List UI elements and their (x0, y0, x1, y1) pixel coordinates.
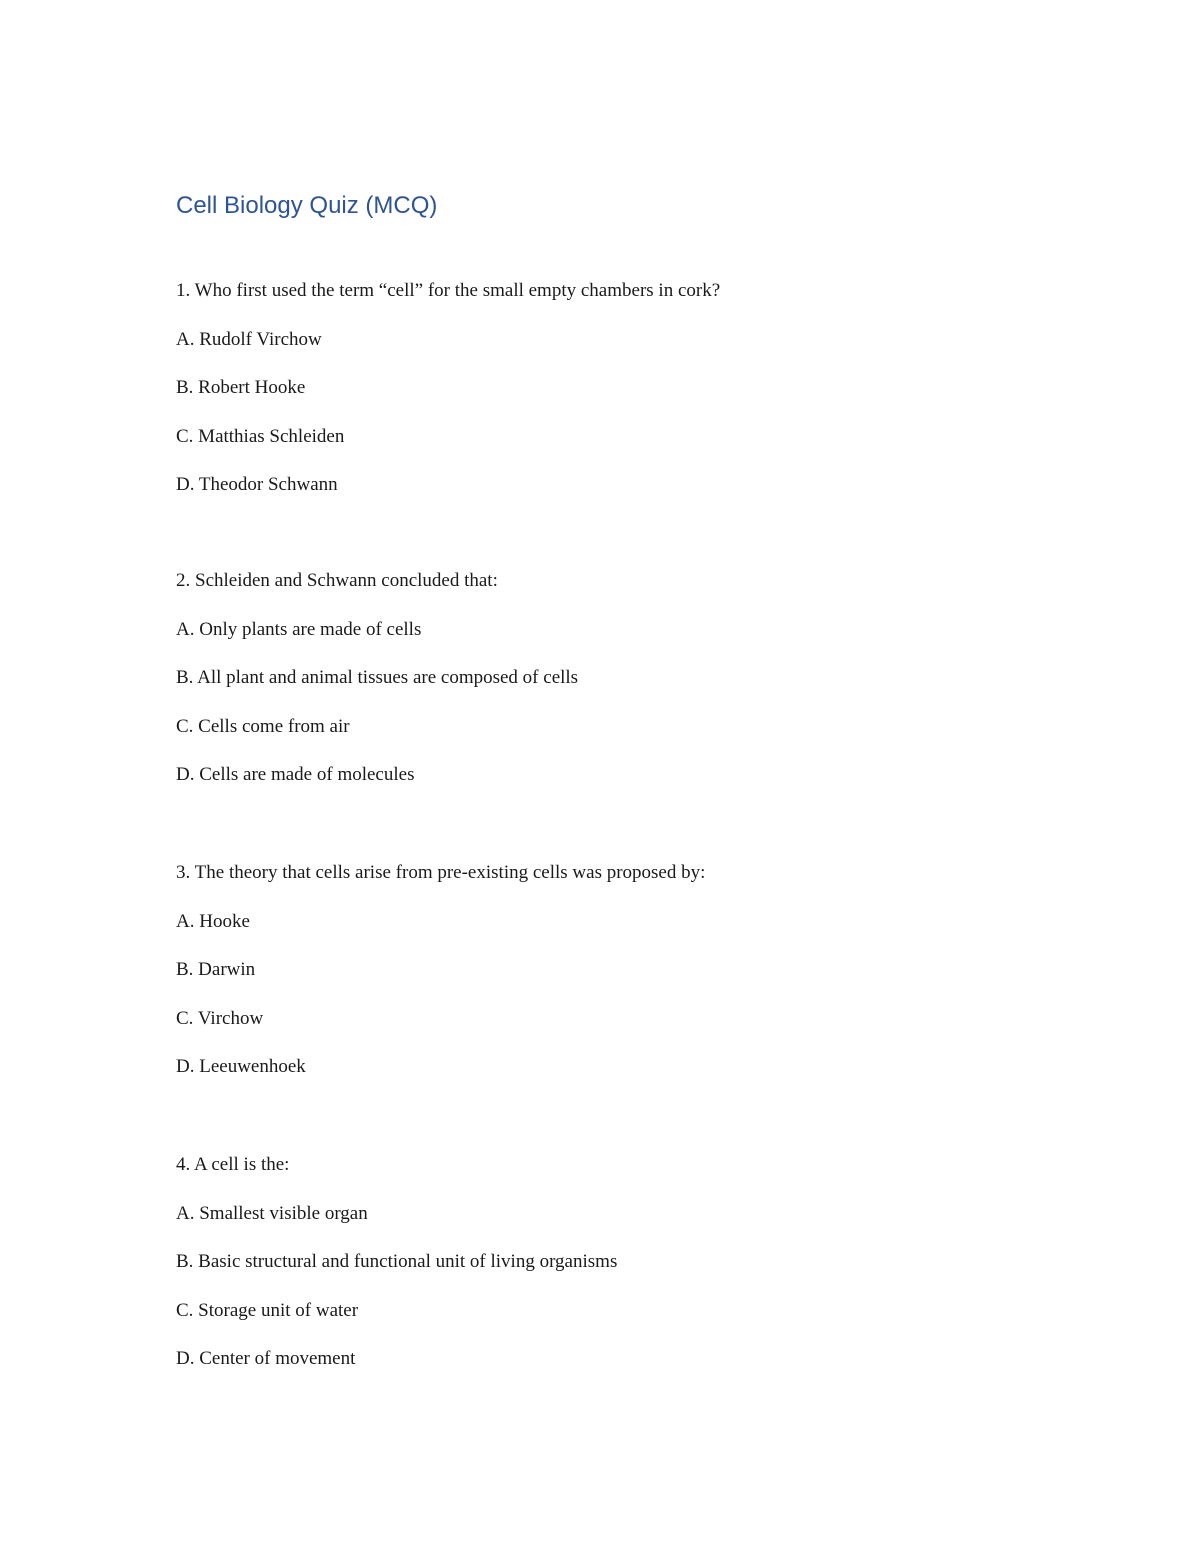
question-4 (176, 1153, 617, 1396)
option-c: C. Virchow (176, 1007, 264, 1029)
option-a: A. Only plants are made of cells (176, 618, 422, 640)
option-b: B. All plant and animal tissues are composed of cells (176, 667, 579, 688)
option-d: D. Cells are made of molecules (176, 764, 415, 785)
question-prompt: 2. Schleiden and Schwann concluded that: (176, 570, 498, 591)
option-b: B. Robert Hooke (176, 377, 306, 398)
option-c: C. Cells come from air (176, 715, 350, 737)
question-1 (176, 279, 720, 522)
question-prompt: 1. Who first used the term “cell” for the small empty chambers in cork? (176, 280, 721, 301)
option-a: A. Smallest visible organ (176, 1202, 368, 1224)
option-a: A. Rudolf Virchow (176, 328, 322, 350)
option-b: B. Basic structural and functional unit of living organisms (176, 1251, 618, 1272)
option-d: D. Leeuwenhoek (176, 1056, 306, 1077)
option-a: A. Hooke (176, 910, 250, 932)
option-b: B. Darwin (176, 959, 256, 980)
question-prompt: 3. The theory that cells arise from pre-existing cells was proposed by: (176, 862, 706, 883)
question-prompt: 4. A cell is the: (176, 1154, 290, 1175)
question-3 (176, 861, 705, 1104)
option-d: D. Theodor Schwann (176, 474, 338, 495)
question-2 (176, 569, 578, 812)
option-c: C. Matthias Schleiden (176, 425, 345, 447)
option-d: D. Center of movement (176, 1348, 356, 1369)
option-c: C. Storage unit of water (176, 1299, 359, 1321)
document-title: Cell Biology Quiz (MCQ) (176, 192, 438, 219)
